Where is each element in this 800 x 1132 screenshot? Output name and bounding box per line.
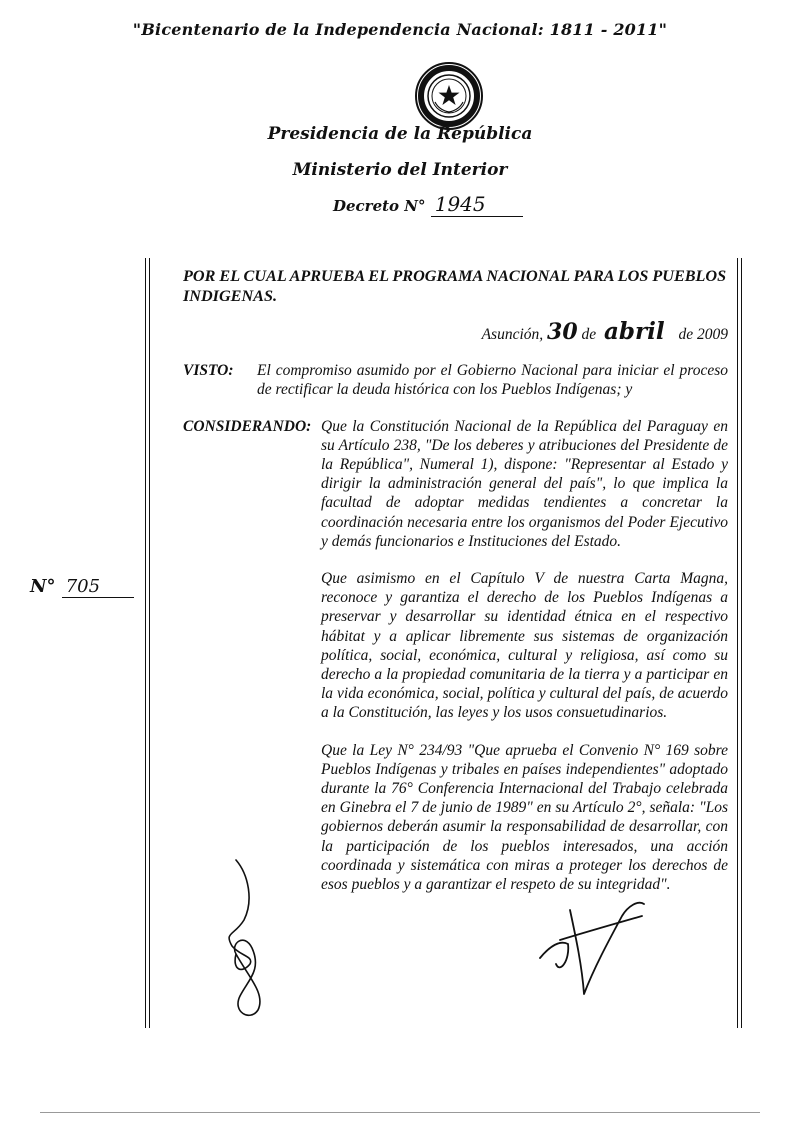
ministerio-heading: Ministerio del Interior bbox=[292, 160, 508, 180]
date-city: Asunción, bbox=[481, 326, 544, 343]
date-de: de bbox=[581, 326, 597, 343]
bicentennial-motto: "Bicentenario de la Independencia Nacional: 1811 - 2011" bbox=[132, 20, 668, 39]
margin-registry-number bbox=[30, 576, 134, 598]
date-month: abril bbox=[604, 318, 665, 345]
national-seal-icon bbox=[413, 60, 485, 132]
date-line bbox=[183, 318, 728, 345]
margin-number-label: N° bbox=[30, 576, 56, 597]
decree-body bbox=[183, 266, 728, 912]
visto-section bbox=[183, 361, 728, 399]
considerando-label: CONSIDERANDO: bbox=[183, 417, 312, 435]
considerando-paragraph: Que asimismo en el Capítulo V de nuestra Carta Magna, reconoce y garantiza el derecho de los Pueblos Indígenas a preservar y desarrollar su identidad étnica en el respectivo hábitat y a aplicar libremente sus sistemas de organización política, social, económica, cultural y religiosa, así como su derecho a la propiedad comunitaria de la tierra y a participar en la vida económica, social, política y cultural del país, de acuerdo a la Constitución, las leyes y los usos consuetudinarios. bbox=[321, 570, 728, 722]
date-day: 30 bbox=[547, 319, 578, 345]
visto-text: El compromiso asumido por el Gobierno Nacional para iniciar el proceso de rectificar la deuda histórica con los Pueblos Indígenas; y bbox=[257, 362, 728, 399]
visto-label: VISTO: bbox=[183, 362, 234, 380]
right-signature-icon bbox=[530, 890, 650, 1000]
left-signature-icon bbox=[196, 852, 286, 1022]
considerando-paragraph: Que la Ley N° 234/93 "Que aprueba el Convenio N° 169 sobre Pueblos Indígenas y tribales en países independientes" adoptado durante la 76° Conferencia Internacional del Trabajo celebrada en Ginebra el 7 de junio de 1989" en su Artículo 2°, señala: "Los gobiernos deberán asumir la responsabilidad de desarrollar, con la participación de los pueblos interesados, una acción coordinada y sistemática con miras a proteger los derechos de esos pueblos y a garantizar el respeto de su integridad". bbox=[321, 741, 728, 894]
page-bottom-rule bbox=[40, 1112, 760, 1113]
decree-label: Decreto N° bbox=[333, 197, 426, 215]
considerando-paragraph: Que la Constitución Nacional de la República del Paraguay en su Artículo 238, "De los deberes y atribuciones del Presidente de la República", Numeral 1), dispone: "Representar al Estado y dirigir la administración general del país", lo que implica la facultad de adoptar medidas tendientes a concretar la coordinación necesaria entre los organismos del Poder Ejecutivo y demás funcionarios e Instituciones del Estado. bbox=[321, 417, 728, 550]
right-border-line-outer bbox=[741, 258, 742, 1028]
left-border-line-outer bbox=[145, 258, 146, 1028]
margin-number-value: 705 bbox=[62, 576, 134, 598]
considerando-section bbox=[183, 417, 728, 913]
date-year: de 2009 bbox=[678, 326, 728, 343]
left-border-line-inner bbox=[149, 258, 150, 1028]
presidencia-heading: Presidencia de la República bbox=[267, 124, 533, 144]
considerando-body bbox=[321, 417, 728, 913]
decree-number: 1945 bbox=[431, 192, 523, 217]
decree-number-line bbox=[333, 192, 523, 217]
decree-title: POR EL CUAL APRUEBA EL PROGRAMA NACIONAL PARA LOS PUEBLOS INDIGENAS. bbox=[183, 267, 727, 305]
right-border-line-inner bbox=[737, 258, 738, 1028]
